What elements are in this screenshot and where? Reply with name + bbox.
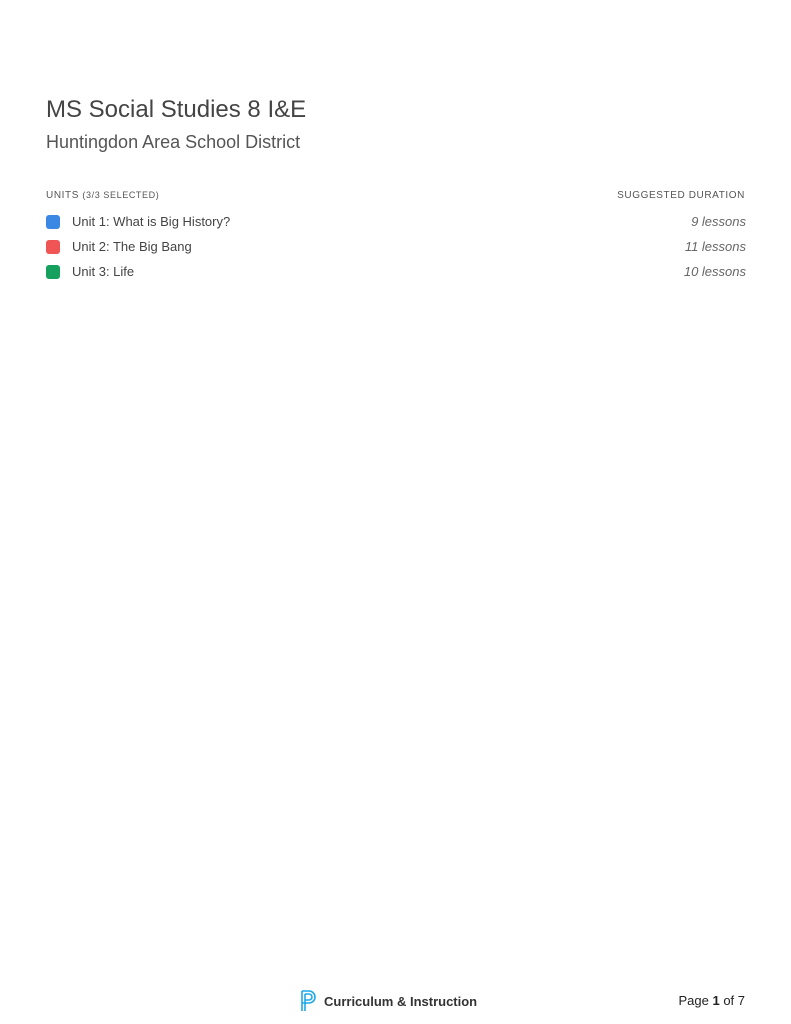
page-prefix: Page bbox=[678, 993, 709, 1008]
unit-color-dot bbox=[46, 240, 60, 254]
page-title: MS Social Studies 8 I&E bbox=[46, 96, 307, 123]
unit-duration: 10 lessons bbox=[683, 264, 746, 279]
unit-color-dot bbox=[46, 215, 60, 229]
unit-list bbox=[46, 209, 746, 284]
unit-name: Unit 1: What is Big History? bbox=[72, 214, 231, 229]
units-header bbox=[46, 190, 159, 201]
unit-name: Unit 3: Life bbox=[72, 264, 135, 279]
unit-duration: 11 lessons bbox=[684, 239, 746, 254]
units-count: (3/3 SELECTED) bbox=[82, 190, 160, 200]
unit-name: Unit 2: The Big Bang bbox=[72, 239, 192, 254]
unit-duration: 9 lessons bbox=[691, 214, 746, 229]
unit-row bbox=[46, 259, 746, 284]
duration-header: SUGGESTED DURATION bbox=[617, 190, 745, 201]
page-total: of 7 bbox=[723, 993, 745, 1008]
unit-color-dot bbox=[46, 265, 60, 279]
footer-logo bbox=[300, 989, 477, 1013]
page-current: 1 bbox=[712, 993, 720, 1008]
unit-row bbox=[46, 209, 746, 234]
page-number bbox=[678, 993, 745, 1008]
brand-logo-icon bbox=[300, 989, 318, 1013]
unit-row bbox=[46, 234, 746, 259]
brand-name: Curriculum & Instruction bbox=[324, 993, 478, 1009]
units-label: UNITS bbox=[46, 190, 79, 201]
district-name: Huntingdon Area School District bbox=[46, 132, 301, 152]
